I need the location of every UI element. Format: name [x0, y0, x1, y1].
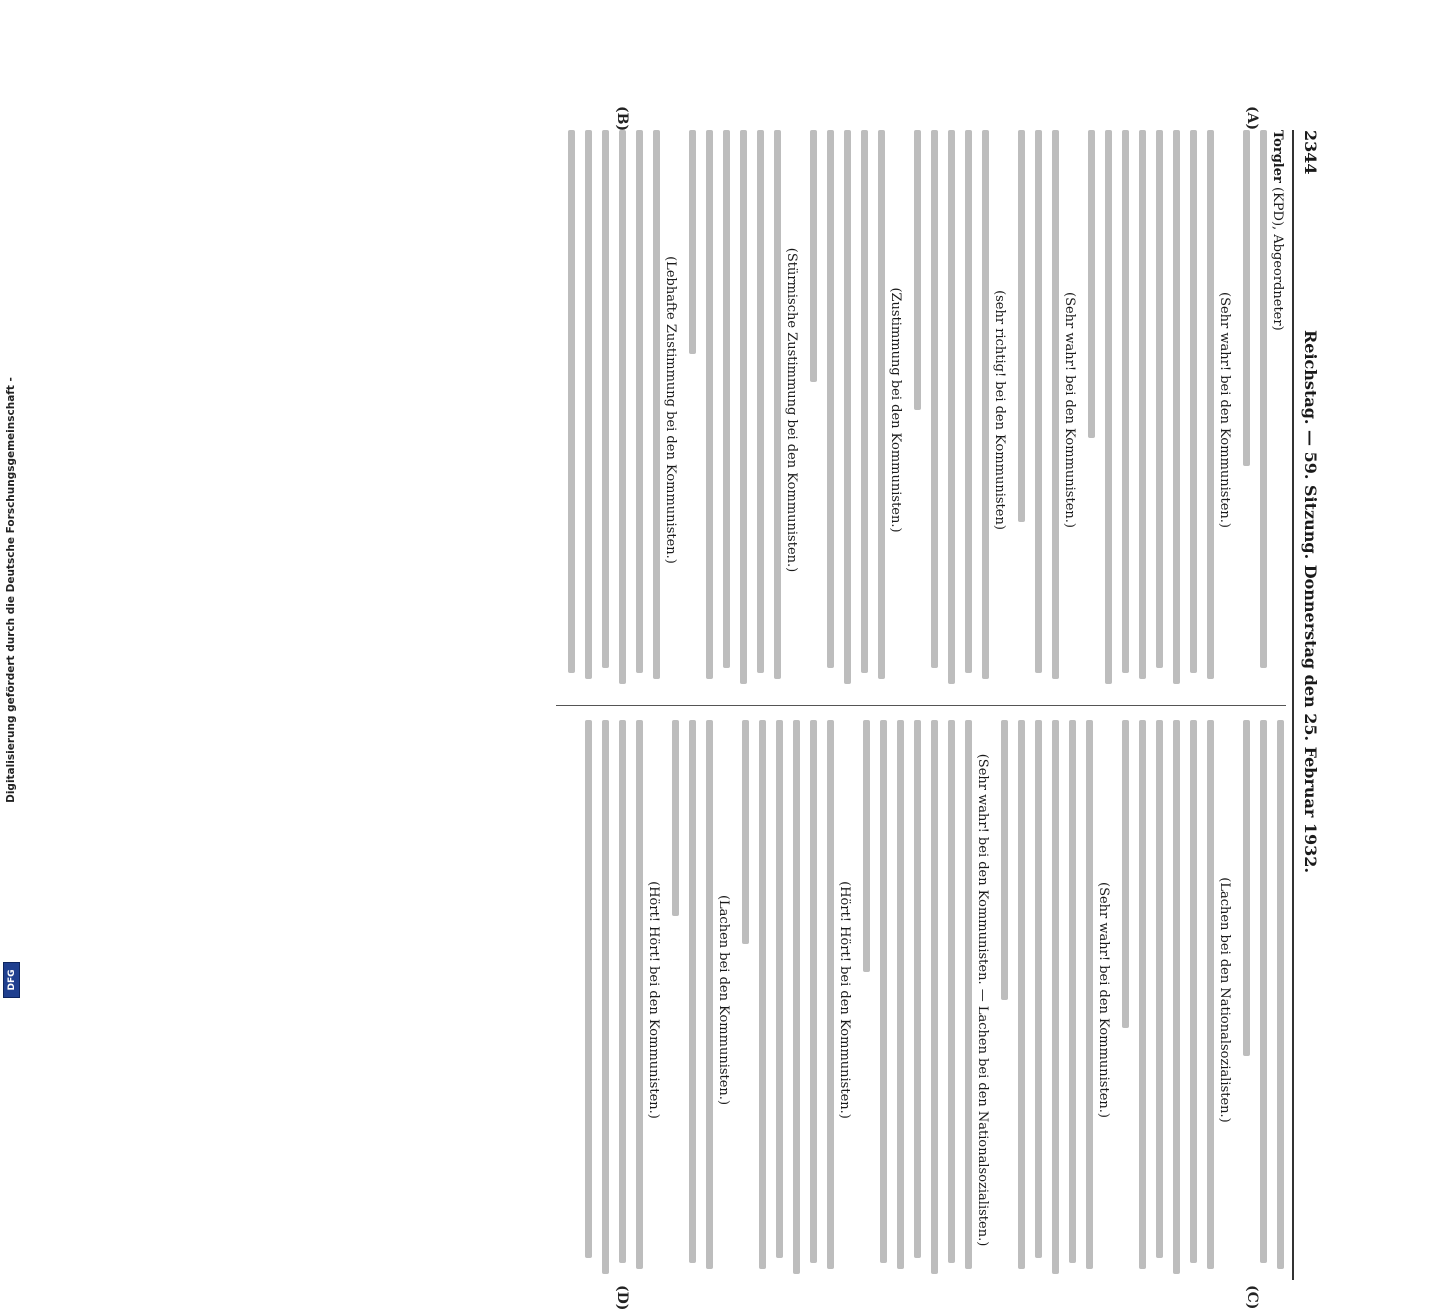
interjection: (Sehr wahr! bei den Kommunisten.) — [1217, 292, 1232, 528]
interjection: (Stürmische Zustimmung bei den Kommunisten.) — [784, 247, 799, 573]
interjection: (Lebhafte Zustimmung bei den Kommunisten.) — [663, 256, 678, 564]
illegible-text-block — [568, 130, 660, 690]
margin-mark: (A) — [1244, 106, 1260, 131]
illegible-text-block — [1088, 130, 1214, 690]
illegible-text-block — [1018, 130, 1059, 690]
speaker-name: Torgler — [1270, 130, 1285, 183]
running-head: Reichstag. — 59. Sitzung. Donnerstag den 25. Februar 1932. — [1301, 330, 1320, 874]
right-column — [556, 720, 1286, 1280]
interjection: (Sehr wahr! bei den Kommunisten.) — [1062, 292, 1077, 528]
digitization-credit: Digitalisierung gefördert durch die Deutsche Forschungsgemeinschaft - — [5, 377, 17, 803]
interjection: (Lachen bei den Nationalsozialisten.) — [1217, 877, 1232, 1123]
column-divider — [556, 705, 1286, 706]
interjection: (Zustimmung bei den Kommunisten.) — [888, 287, 903, 533]
illegible-text-block — [810, 130, 885, 690]
margin-mark: (D) — [614, 1285, 630, 1310]
margin-mark: (B) — [614, 106, 630, 132]
illegible-text-block — [1243, 720, 1284, 1280]
dfg-logo-text: DFG — [6, 969, 17, 991]
interjection: (Hört! Hört! bei den Kommunisten.) — [646, 881, 661, 1119]
speaker-line — [1269, 130, 1286, 690]
interjection: (Hört! Hört! bei den Kommunisten.) — [837, 881, 852, 1119]
scanned-page — [106, 100, 1320, 1310]
illegible-text-block — [1001, 720, 1093, 1280]
dfg-logo-icon — [3, 962, 20, 998]
digitization-credit-sidebar — [0, 0, 22, 1000]
illegible-text-block — [742, 720, 834, 1280]
illegible-text-block — [689, 130, 781, 690]
illegible-text-block — [672, 720, 713, 1280]
interjection: (Sehr wahr! bei den Kommunisten.) — [1096, 882, 1111, 1118]
margin-mark: (C) — [1244, 1285, 1260, 1310]
interjection: (Sehr wahr! bei den Kommunisten. — Lachen bei den Nationalsozialisten.) — [975, 753, 990, 1247]
illegible-text-block — [1243, 130, 1267, 690]
illegible-text-block — [1122, 720, 1214, 1280]
left-column — [556, 130, 1286, 690]
illegible-text-block — [863, 720, 972, 1280]
page-header — [1298, 130, 1320, 1280]
illegible-text-block — [914, 130, 989, 690]
interjection: (Lachen bei den Kommunisten.) — [716, 894, 731, 1106]
header-rule — [1292, 130, 1294, 1280]
page-number: 2344 — [1301, 130, 1320, 175]
speaker-party: (KPD), Abgeordneter) — [1270, 187, 1285, 331]
illegible-text-block — [585, 720, 643, 1280]
interjection: (sehr richtig! bei den Kommunisten) — [992, 290, 1007, 530]
